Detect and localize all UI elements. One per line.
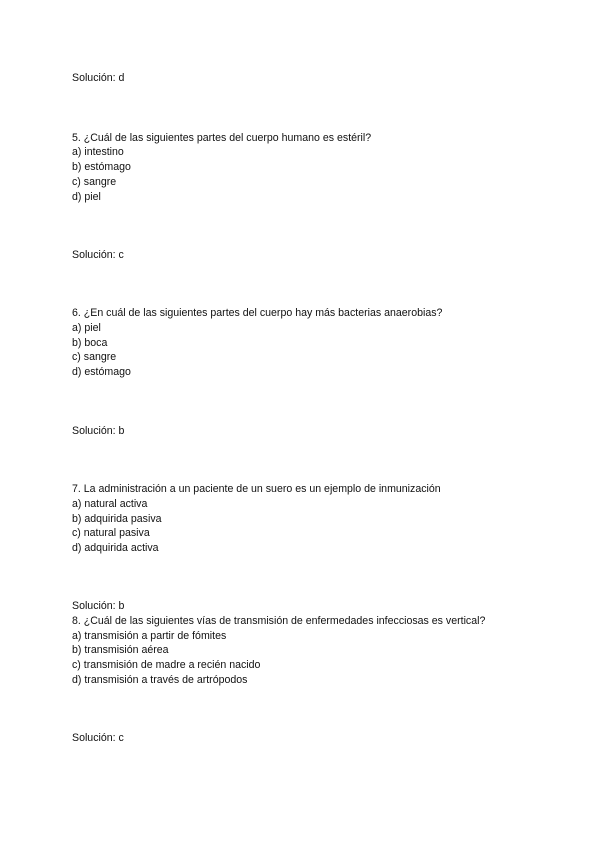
q6-option-c: c) sangre [72, 351, 117, 363]
solution-8: Solución: c [72, 732, 124, 744]
q5-option-a: a) intestino [72, 146, 124, 158]
q5-option-d: d) piel [72, 191, 101, 203]
q7-option-b: b) adquirida pasiva [72, 513, 162, 525]
q7-option-c: c) natural pasiva [72, 527, 150, 539]
q6-option-d: d) estómago [72, 366, 131, 378]
q5-option-b: b) estómago [72, 161, 131, 173]
q5-option-c: c) sangre [72, 176, 117, 188]
q7-option-a: a) natural activa [72, 498, 148, 510]
q6-option-a: a) piel [72, 322, 101, 334]
q8-option-d: d) transmisión a través de artrópodos [72, 674, 248, 686]
question-7: 7. La administración a un paciente de un suero es un ejemplo de inmunización [72, 483, 441, 495]
solution-5: Solución: c [72, 249, 124, 261]
q7-option-d: d) adquirida activa [72, 542, 159, 554]
question-6: 6. ¿En cuál de las siguientes partes del cuerpo hay más bacterias anaerobias? [72, 307, 443, 319]
solution-prev: Solución: d [72, 72, 125, 84]
q8-option-c: c) transmisión de madre a recién nacido [72, 659, 261, 671]
solution-6: Solución: b [72, 425, 125, 437]
q6-option-b: b) boca [72, 337, 108, 349]
q8-option-b: b) transmisión aérea [72, 644, 169, 656]
question-5: 5. ¿Cuál de las siguientes partes del cuerpo humano es estéril? [72, 132, 372, 144]
q8-option-a: a) transmisión a partir de fómites [72, 630, 227, 642]
question-8: 8. ¿Cuál de las siguientes vías de transmisión de enfermedades infecciosas es vertical? [72, 615, 486, 627]
solution-7: Solución: b [72, 600, 125, 612]
